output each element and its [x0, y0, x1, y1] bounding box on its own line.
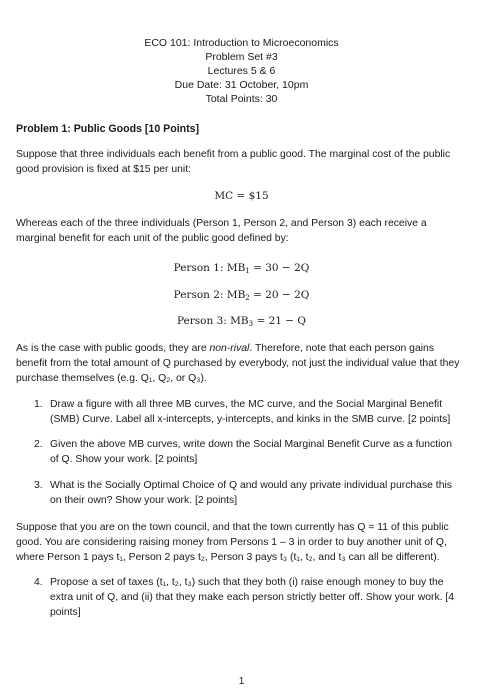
intro-paragraph: Suppose that three individuals each benefit from a public good. The marginal cost of the public good provision is fixed at $15 per unit: [16, 149, 451, 175]
question-number: 2. [34, 439, 43, 450]
question-2 [0, 437, 483, 467]
problem-set-label: Problem Set #3 [205, 51, 278, 63]
mb-equation-person-1: Person 1: $MB_1 = 30 - 2Q$ [173, 262, 310, 275]
question-text: Propose a set of taxes (t₁, t₂, t₃) such that they both (i) raise enough money to buy the extra unit of Q, and (ii) that they make each person strictly better off. Show your work. [4 points] [50, 577, 455, 618]
question-4 [0, 575, 483, 620]
due-date: Due Date: 31 October, 10pm [174, 79, 309, 91]
total-points: Total Points: 30 [205, 93, 278, 105]
nonrival-paragraph: As is the case with public goods, they are non-rival. Therefore, note that each person gains benefit from the total amount of Q purchased by everybody, not just the individual value that they purchase themselves (e.g. Q₁, Q₂, or Q₃). [16, 343, 460, 384]
lectures-label: Lectures 5 & 6 [207, 65, 276, 77]
question-number: 1. [34, 399, 43, 410]
mc-equation: MC = $15 [214, 190, 269, 202]
mb-equation-person-3: Person 3: $MB_3 = 21 - Q$ [176, 315, 307, 328]
mb-intro-paragraph: Whereas each of the three individuals (Person 1, Person 2, and Person 3) each receive a marginal benefit for each unit of the public good defined by: [16, 218, 427, 244]
question-text: What is the Socially Optimal Choice of Q and would any private individual purchase this on their own? Show your work. [2 points] [50, 480, 452, 506]
question-3 [0, 478, 483, 508]
question-text: Draw a figure with all three MB curves, the MC curve, and the Social Marginal Benefit (SMB) Curve. Label all x-intercepts, y-intercepts, and kinks in the SMB curve. [2 points] [50, 399, 451, 425]
course-title: ECO 101: Introduction to Microeconomics [144, 37, 339, 49]
question-number: 4. [34, 577, 43, 588]
page-number: 1 [238, 676, 245, 687]
town-council-paragraph: Suppose that you are on the town council, and that the town currently has Q = 11 of this public good. You are considering raising money from Persons 1 – 3 in order to buy another unit of Q, where Person 1 pays t₁, Person 2 pays t₂, Person 3 pays t₃ (t₁, t₂, and t₃ can all be different). [16, 522, 449, 563]
question-number: 3. [34, 480, 43, 491]
question-text: Given the above MB curves, write down the Social Marginal Benefit Curve as a function of Q. Show your work. [2 points] [50, 439, 452, 465]
mb-equation-person-2: Person 2: $MB_2 = 20 - 2Q$ [173, 289, 310, 302]
question-1 [0, 397, 483, 427]
problem-1-heading: Problem 1: Public Goods [10 Points] [16, 123, 200, 135]
